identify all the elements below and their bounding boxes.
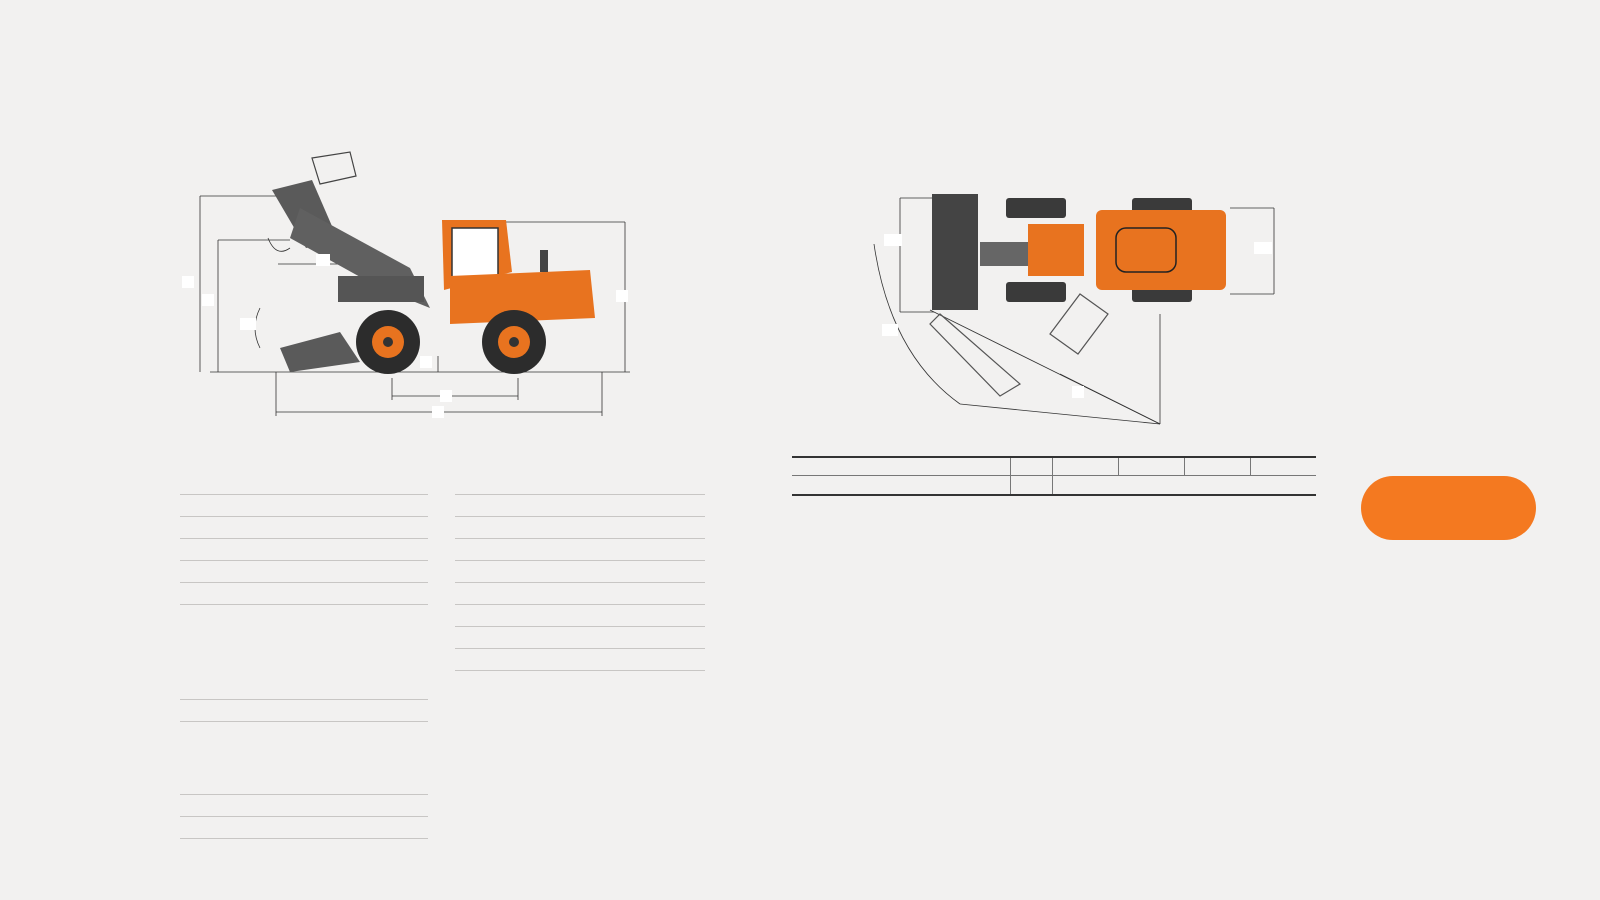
top-front-tire-left	[1006, 198, 1066, 218]
hydraulic-spec-list	[180, 773, 428, 839]
spec-row	[455, 495, 705, 517]
loader-cab-window	[452, 228, 498, 278]
header-opt2	[1184, 457, 1250, 476]
spec-row	[455, 627, 705, 649]
loader-exhaust	[540, 250, 548, 272]
spec-value	[238, 671, 428, 675]
spec-row	[455, 473, 705, 495]
dimensions-table	[792, 456, 1316, 496]
side-view-diagram	[180, 148, 650, 428]
top-rear-turned	[1050, 294, 1108, 354]
spec-row	[180, 795, 428, 817]
spec-row	[180, 473, 428, 495]
spec-row	[455, 517, 705, 539]
model-badge	[1361, 476, 1536, 540]
header-items	[792, 457, 1010, 476]
front-wheel	[356, 310, 420, 374]
spec-row	[455, 539, 705, 561]
table-header-row	[792, 457, 1316, 476]
spec-row	[455, 649, 705, 671]
loader-frame	[338, 276, 424, 302]
header-opt3	[1250, 457, 1316, 476]
engine-spec-list	[180, 473, 428, 605]
spec-row	[180, 583, 428, 605]
spec-row	[455, 583, 705, 605]
spec-row	[180, 539, 428, 561]
spec-row	[180, 517, 428, 539]
spec-row	[180, 817, 428, 839]
rear-wheel	[482, 310, 546, 374]
loader-bucket-ground	[280, 332, 360, 372]
spec-row	[180, 671, 428, 700]
spec-row	[180, 561, 428, 583]
general-spec-list	[455, 473, 705, 692]
header-std	[1052, 457, 1118, 476]
table-row	[792, 476, 1316, 495]
gradeability-unit	[1010, 476, 1052, 495]
transmission-spec-list	[180, 671, 428, 722]
spec-row	[455, 605, 705, 627]
spec-row	[455, 561, 705, 583]
top-bucket-turned	[930, 314, 1020, 396]
gradeability-value	[1052, 476, 1316, 495]
top-bucket	[932, 194, 978, 310]
gradeability-item	[792, 476, 1010, 495]
top-front-tire-right	[1006, 282, 1066, 302]
spec-row	[180, 700, 428, 722]
header-unit	[1010, 457, 1052, 476]
spec-row	[180, 495, 428, 517]
top-front-frame	[1028, 224, 1084, 276]
spec-row	[455, 671, 705, 692]
top-view-diagram	[870, 184, 1290, 429]
header-opt1	[1118, 457, 1184, 476]
spec-row	[180, 773, 428, 795]
